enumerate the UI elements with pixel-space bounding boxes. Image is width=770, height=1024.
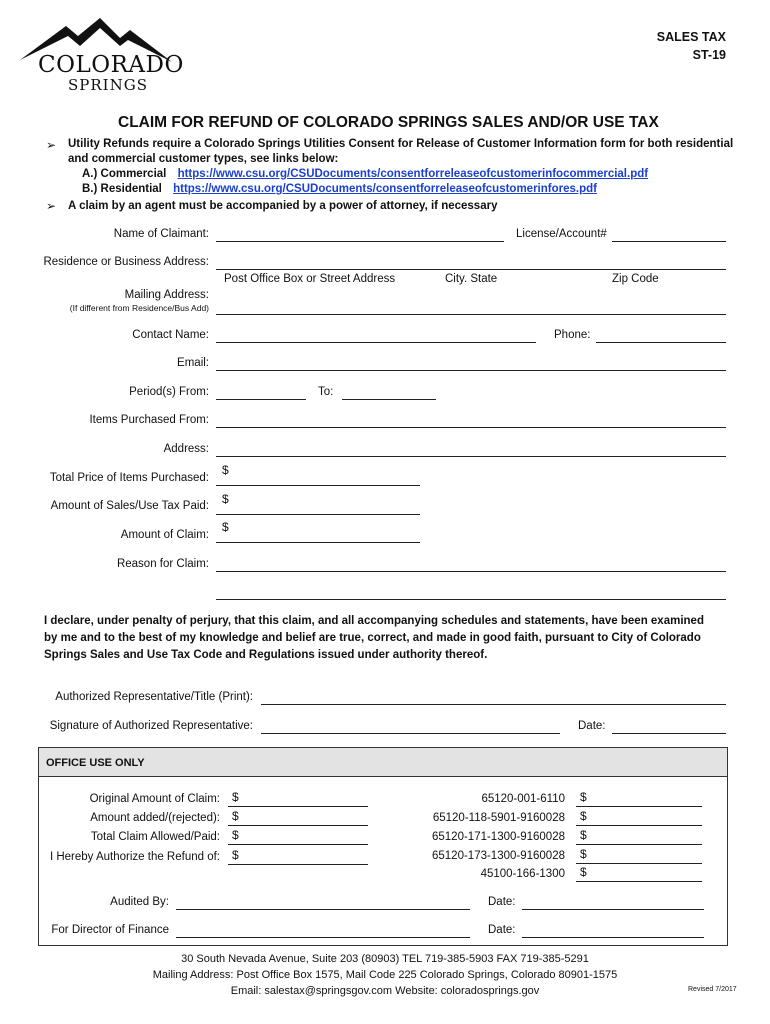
mailing-address-input[interactable]: [216, 300, 726, 315]
tax-paid-input[interactable]: [216, 500, 420, 515]
sub-label-city-state: City. State: [445, 273, 498, 285]
bullet-utility-line1: Utility Refunds require a Colorado Springs Utilities Consent for Release of Customer Information form for both residential: [68, 138, 734, 150]
revised-date: Revised 7/2017: [688, 986, 737, 993]
authorize-refund-input[interactable]: [228, 850, 368, 865]
account-code-4-input[interactable]: [576, 849, 702, 864]
email-label: Email:: [177, 357, 209, 369]
contact-name-label: Contact Name:: [132, 329, 209, 341]
reason-for-claim-input-line2[interactable]: [216, 585, 726, 600]
residence-address-input[interactable]: [216, 255, 726, 270]
bullet-arrow-icon: ➢: [46, 199, 57, 213]
director-date-input[interactable]: [522, 923, 704, 938]
signature-date-input[interactable]: [612, 719, 726, 734]
amount-of-claim-input[interactable]: [216, 528, 420, 543]
form-type: SALES TAX: [656, 30, 726, 44]
declaration-line2: by me and to the best of my knowledge and belief are true, correct, and made in good faith, pursuant to City of Colorado: [44, 632, 701, 644]
office-use-heading: OFFICE USE ONLY: [46, 757, 145, 769]
footer-address: 30 South Nevada Avenue, Suite 203 (80903) TEL 719-385-5903 FAX 719-385-5291: [181, 953, 589, 965]
director-date-label: Date:: [488, 924, 516, 936]
page-title: CLAIM FOR REFUND OF COLORADO SPRINGS SALES AND/OR USE TAX: [118, 114, 659, 131]
amount-added-label: Amount added/(rejected):: [90, 812, 220, 824]
declaration-line3: Springs Sales and Use Tax Code and Regulations issued under authority thereof.: [44, 649, 488, 661]
items-purchased-from-input[interactable]: [216, 413, 726, 428]
account-code-2-input[interactable]: [576, 811, 702, 826]
logo-text-colorado: COLORADO: [38, 52, 184, 78]
reason-for-claim-input[interactable]: [216, 557, 726, 572]
period-from-input[interactable]: [216, 385, 306, 400]
amount-added-input[interactable]: [228, 811, 368, 826]
account-code-1-input[interactable]: [576, 792, 702, 807]
address-input[interactable]: [216, 442, 726, 457]
tax-paid-dollar: $: [222, 492, 229, 506]
authorized-rep-input[interactable]: [261, 690, 726, 705]
license-account-label: License/Account#: [516, 228, 607, 240]
account-code-2: 65120-118-5901-9160028: [432, 812, 565, 824]
account-code-5-dollar: $: [580, 865, 587, 879]
signature-input[interactable]: [261, 719, 560, 734]
audited-by-input[interactable]: [176, 895, 470, 910]
audited-date-input[interactable]: [522, 895, 704, 910]
sub-label-po-box: Post Office Box or Street Address: [224, 273, 396, 285]
residence-address-label: Residence or Business Address:: [43, 256, 209, 268]
amount-added-dollar: $: [232, 809, 239, 823]
commercial-link[interactable]: https://www.csu.org/CSUDocuments/consentforreleaseofcustomerinfocommercial.pdf: [177, 168, 649, 180]
authorize-refund-label: I Hereby Authorize the Refund of:: [49, 851, 220, 863]
account-code-4: 65120-173-1300-9160028: [431, 850, 565, 862]
footer-mailing: Mailing Address: Post Office Box 1575, Mail Code 225 Colorado Springs, Colorado 80901-1575: [152, 969, 618, 981]
account-code-1: 65120-001-6110: [481, 793, 565, 805]
name-of-claimant-label: Name of Claimant:: [113, 228, 209, 240]
total-allowed-dollar: $: [232, 828, 239, 842]
amount-of-claim-label: Amount of Claim:: [120, 529, 209, 541]
signature-date-label: Date:: [578, 720, 606, 732]
account-code-2-dollar: $: [580, 809, 587, 823]
logo-text-springs: SPRINGS: [68, 76, 148, 94]
bullet-arrow-icon: ➢: [46, 138, 57, 152]
reason-for-claim-label: Reason for Claim:: [116, 558, 209, 570]
colorado-springs-logo: [16, 14, 184, 96]
address-label: Address:: [163, 443, 209, 455]
sub-label-zip: Zip Code: [612, 273, 659, 285]
contact-name-input[interactable]: [216, 328, 536, 343]
audited-date-label: Date:: [488, 896, 516, 908]
commercial-label: A.) Commercial: [82, 168, 167, 180]
audited-by-label: Audited By:: [110, 896, 169, 908]
director-input[interactable]: [176, 923, 470, 938]
residential-row: [82, 183, 597, 195]
bullet-utility-line2: and commercial customer types, see links below:: [68, 153, 339, 165]
authorized-rep-label: Authorized Representative/Title (Print):: [55, 691, 253, 703]
email-input[interactable]: [216, 356, 726, 371]
original-amount-dollar: $: [232, 790, 239, 804]
account-code-3: 65120-171-1300-9160028: [431, 831, 565, 843]
office-use-box: [38, 747, 728, 946]
original-amount-input[interactable]: [228, 792, 368, 807]
account-code-1-dollar: $: [580, 790, 587, 804]
residential-link[interactable]: https://www.csu.org/CSUDocuments/consentforreleaseofcustomerinfores.pdf: [173, 183, 597, 195]
phone-input[interactable]: [596, 328, 726, 343]
form-number: ST-19: [692, 48, 726, 62]
phone-label: Phone:: [554, 329, 591, 341]
total-price-input[interactable]: [216, 471, 420, 486]
amount-of-claim-dollar: $: [222, 520, 229, 534]
account-code-5: 45100-166-1300: [480, 868, 565, 880]
residential-label: B.) Residential: [82, 183, 162, 195]
director-label: For Director of Finance: [51, 924, 169, 936]
total-allowed-label: Total Claim Allowed/Paid:: [90, 831, 220, 843]
license-account-input[interactable]: [612, 227, 726, 242]
account-code-3-dollar: $: [580, 828, 587, 842]
period-to-input[interactable]: [342, 385, 436, 400]
mailing-address-note: (If different from Residence/Bus Add): [69, 303, 209, 313]
account-code-4-dollar: $: [580, 847, 587, 861]
signature-label: Signature of Authorized Representative:: [49, 720, 253, 732]
bullet-agent: A claim by an agent must be accompanied by a power of attorney, if necessary: [68, 200, 498, 212]
commercial-row: [82, 168, 648, 180]
authorize-refund-dollar: $: [232, 848, 239, 862]
account-code-3-input[interactable]: [576, 830, 702, 845]
period-from-label: Period(s) From:: [129, 386, 209, 398]
footer-contact: Email: salestax@springsgov.com Website: coloradosprings.gov: [230, 985, 540, 997]
tax-paid-label: Amount of Sales/Use Tax Paid:: [50, 500, 209, 512]
name-of-claimant-input[interactable]: [216, 227, 504, 242]
period-to-label: To:: [318, 386, 334, 398]
total-price-dollar: $: [222, 463, 229, 477]
items-purchased-from-label: Items Purchased From:: [89, 414, 209, 426]
original-amount-label: Original Amount of Claim:: [89, 793, 220, 805]
office-use-header: [39, 748, 727, 777]
mailing-address-label: Mailing Address:: [124, 289, 209, 301]
declaration-line1: I declare, under penalty of perjury, that this claim, and all accompanying schedules and statements, have been examined: [44, 615, 704, 627]
total-price-label: Total Price of Items Purchased:: [49, 472, 209, 484]
account-code-5-input[interactable]: [576, 867, 702, 882]
total-allowed-input[interactable]: [228, 830, 368, 845]
